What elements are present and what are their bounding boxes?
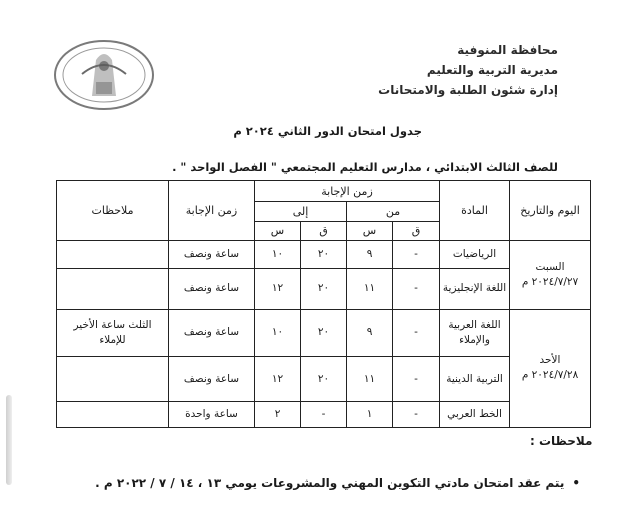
notes-cell [57, 402, 169, 428]
organization-header [378, 40, 558, 100]
org-line-governorate: محافظة المنوفية [457, 43, 558, 57]
to-hour-cell: ٢ [255, 402, 301, 428]
header-subject: المادة [440, 181, 510, 241]
header-notes: ملاحظات [57, 181, 169, 241]
to-minute-cell: ٢٠ [301, 269, 347, 310]
from-hour-cell: ١١ [347, 269, 393, 310]
duration-cell: ساعة ونصف [169, 357, 255, 402]
to-minute-cell: - [301, 402, 347, 428]
duration-cell: ساعة ونصف [169, 269, 255, 310]
to-hour-cell: ١٢ [255, 269, 301, 310]
to-hour-cell: ١٠ [255, 309, 301, 356]
table-row [57, 241, 591, 269]
day-name: السبت [535, 260, 565, 273]
from-minute-cell: - [393, 402, 440, 428]
to-hour-cell: ١٠ [255, 241, 301, 269]
notes-cell: الثلث ساعة الأخير للإملاء [57, 309, 169, 356]
header-from-minute: ق [393, 221, 440, 240]
from-hour-cell: ٩ [347, 309, 393, 356]
duration-cell: ساعة واحدة [169, 402, 255, 428]
header-from-hour: س [347, 221, 393, 240]
table-row [57, 309, 591, 356]
governorate-seal-logo [52, 38, 156, 112]
note-text: يتم عقد امتحان مادتي التكوين المهني والمشروعات يومي ١٣ ، ١٤ / ٧ / ٢٠٢٢ م . [95, 476, 565, 490]
notes-cell [57, 269, 169, 310]
exam-schedule-table [56, 180, 591, 428]
to-minute-cell: ٢٠ [301, 241, 347, 269]
to-minute-cell: ٢٠ [301, 357, 347, 402]
from-minute-cell: - [393, 269, 440, 310]
subject-cell: التربية الدينية [440, 357, 510, 402]
header-day-date: اليوم والتاريخ [510, 181, 591, 241]
from-hour-cell: ٩ [347, 241, 393, 269]
scan-edge-mark [6, 395, 12, 485]
org-line-directorate: مديرية التربية والتعليم [426, 63, 558, 77]
day-cell [510, 309, 591, 427]
from-hour-cell: ١ [347, 402, 393, 428]
header-duration: زمن الإجابة [169, 181, 255, 241]
header-to-hour: س [255, 221, 301, 240]
note-item [84, 476, 580, 490]
header-to-minute: ق [301, 221, 347, 240]
duration-cell: ساعة ونصف [169, 241, 255, 269]
to-hour-cell: ١٢ [255, 357, 301, 402]
to-minute-cell: ٢٠ [301, 309, 347, 356]
day-name: الأحد [539, 354, 561, 367]
day-cell [510, 241, 591, 310]
subject-cell: الخط العربي [440, 402, 510, 428]
subject-cell: اللغة العربية والإملاء [440, 309, 510, 356]
notes-cell [57, 357, 169, 402]
subject-cell: الرياضيات [440, 241, 510, 269]
from-minute-cell: - [393, 241, 440, 269]
org-line-department: إدارة شئون الطلبة والامتحانات [378, 83, 558, 97]
header-from: من [347, 202, 440, 221]
notes-cell [57, 241, 169, 269]
document-subtitle: للصف الثالث الابتدائي ، مدارس التعليم المجتمعي " الفصل الواحد " . [172, 160, 558, 174]
header-to: إلى [255, 202, 347, 221]
header-exam-time: زمن الإجابة [255, 181, 440, 202]
from-hour-cell: ١١ [347, 357, 393, 402]
from-minute-cell: - [393, 357, 440, 402]
duration-cell: ساعة ونصف [169, 309, 255, 356]
day-date: ٢٠٢٤/٧/٢٧ م [521, 275, 579, 288]
day-date: ٢٠٢٤/٧/٢٨ م [521, 369, 579, 382]
subject-cell: اللغة الإنجليزية [440, 269, 510, 310]
notes-label: ملاحظات : [530, 434, 593, 448]
from-minute-cell: - [393, 309, 440, 356]
document-title: جدول امتحان الدور الثاني ٢٠٢٤ م [233, 124, 422, 138]
bullet-icon: • [572, 476, 580, 490]
